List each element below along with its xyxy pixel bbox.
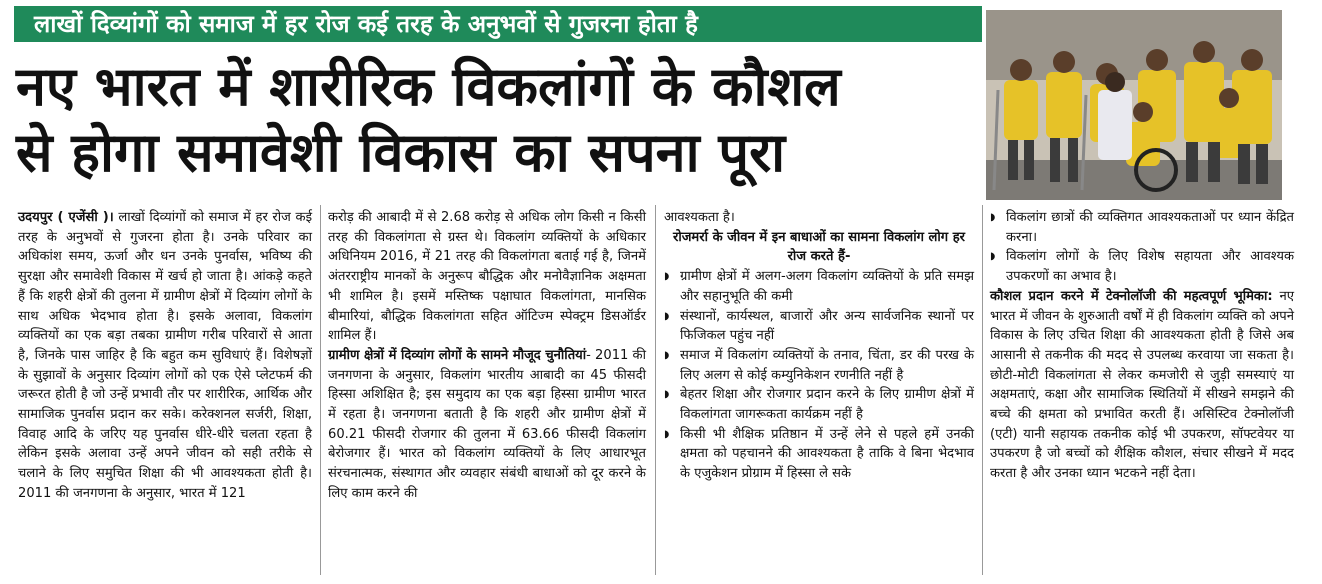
bullet-icon: ◗ <box>664 349 670 361</box>
article-column-2 <box>328 208 646 504</box>
column-divider <box>655 205 656 575</box>
column-1-body <box>18 208 312 504</box>
dateline: उदयपुर ( एजेंसी )। <box>18 210 114 225</box>
list-item: ◗ ग्रामीण क्षेत्रों में अलग-अलग विकलांग व्यक्तियों के प्रति समझ और सहानुभूति की कमी <box>664 267 974 306</box>
column-2-para-2-text: - 2011 की जनगणना के अनुसार, विकलांग भारतीय आबादी का 45 फीसदी हिस्सा अशिक्षित है; इस समुदाय का एक बड़ा हिस्सा ग्रामीण भारत में रहता है। जनगणना बताती है कि शहरी और ग्रामीण क्षेत्रों में 60.21 फीसदी रोजगार की तुलना में 63.66 फीसदी विकलांग बेरोजगार हैं। भारत को विकलांग व्यक्तियों के लिए आधारभूत संरचनात्मक, संस्थागत और व्यवहार संबंधी बाधाओं को दूर करने के लिए काम करने की <box>328 347 646 501</box>
list-item: ◗ विकलांग लोगों के लिए विशेष सहायता और आवश्यक उपकरणों का अभाव है। <box>990 247 1294 286</box>
news-photo <box>986 10 1282 200</box>
column-divider <box>982 205 983 575</box>
list-item: ◗ बेहतर शिक्षा और रोजगार प्रदान करने के लिए ग्रामीण क्षेत्रों में विकलांगता जागरूकता कार्यक्रम नहीं है <box>664 385 974 424</box>
column-divider <box>320 205 321 575</box>
headline-line-2: से होगा समावेशी विकास का सपना पूरा <box>16 121 786 184</box>
bullet-icon: ◗ <box>664 428 670 440</box>
article-column-3 <box>664 208 974 484</box>
bullet-icon: ◗ <box>664 271 670 283</box>
column-1-text: लाखों दिव्यांगों को समाज में हर रोज कई तरह के अनुभवों से गुजरना होता है। उनके परिवार का अधिकांश समय, ऊर्जा और धन उनके पुनर्वास, भविष्य की सुरक्षा और समावेशी विकास में खर्च हो जाता है। आंकड़े कहते हैं कि शहरी क्षेत्रों की तुलना में ग्रामीण क्षेत्रों में दिव्यांग लोगों के साथ अधिक भेदभाव होता है। इसके अलावा, विकलांग व्यक्तियों का एक बड़ा तबका ग्रामीण गरीब परिवारों से आता है, जिनके पास जाहिर है कि बहुत कम सुविधाएं हैं। विशेषज्ञों के सुझावों के अनुसार दिव्यांग लोगों को एक ऐसे प्लेटफर्म की जरूरत होती है जो उन्हें प्रभावी तौर पर शारीरिक, आर्थिक और सामाजिक पुनर्वास प्रदान कर सके। करेक्शनल सर्जरी, शिक्षा, विवाह आदि के जरिए यह पुनर्वास धीरे-धीरे चलता रहता है लेकिन इसके अलावा उन्हें अपने जीवन को सही तरीके से चलाने के लिए समुचित शिक्षा की भी आवश्यकता होती है। 2011 की जनगणना के अनुसार, भारत में 121 <box>18 210 312 501</box>
list-item: ◗ समाज में विकलांग व्यक्तियों के तनाव, चिंता, डर की परख के लिए अलग से कोई कम्युनिकेशन रणनीति नहीं है <box>664 346 974 385</box>
subheading-rural-challenges: ग्रामीण क्षेत्रों में दिव्यांग लोगों के सामने मौजूद चुनौतियां <box>328 347 587 363</box>
kicker-banner: लाखों दिव्यांगों को समाज में हर रोज कई तरह के अनुभवों से गुजरना होता है <box>14 6 982 42</box>
column-2-para-2 <box>328 346 646 504</box>
bullet-icon: ◗ <box>990 251 996 263</box>
group-photo-illustration <box>986 10 1282 200</box>
list-item: ◗ संस्थानों, कार्यस्थल, बाजारों और अन्य सार्वजनिक स्थानों पर फिजिकल पहुंच नहीं <box>664 307 974 346</box>
column-3-lead: आवश्यकता है। <box>664 210 735 225</box>
article-column-1 <box>18 208 312 504</box>
article-column-4 <box>990 208 1294 484</box>
column-4-body <box>990 287 1294 484</box>
bullet-icon: ◗ <box>990 212 996 223</box>
subheading-daily-barriers: रोजमर्रा के जीवन में इन बाधाओं का सामना विकलांग लोग हर रोज करते हैं- <box>672 229 966 265</box>
headline-line-1: नए भारत में शारीरिक विकलांगों के कौशल <box>16 55 841 118</box>
column-2-para-1: करोड़ की आबादी में से 2.68 करोड़ से अधिक लोग किसी न किसी तरह की विकलांगता से ग्रस्त थे। विकलांग व्यक्तियों के अधिकार अधिनियम 2016, में 21 तरह की विकलांगता बताई गई है, जिनमें अंतरराष्ट्रीय मानकों के अनुरूप बौद्धिक और मनोवैज्ञानिक अक्षमता भी शामिल है। इसमें मस्तिष्क पक्षाघात विकलांगता, मानसिक बीमारियां, बौद्धिक विकलांगता सहित ऑटिज्म स्पेक्ट्रम डिसऑर्डर शामिल हैं। <box>328 210 646 344</box>
headline <box>16 54 982 186</box>
bullet-icon: ◗ <box>664 389 670 401</box>
list-item: ◗ विकलांग छात्रों की व्यक्तिगत आवश्यकताओं पर ध्यान केंद्रित करना। <box>990 208 1294 247</box>
bullet-icon: ◗ <box>664 310 670 322</box>
list-item: ◗ किसी भी शैक्षिक प्रतिष्ठान में उन्हें लेने से पहले हमें उनकी क्षमता को पहचानने की आवश्यकता है ताकि वे बिना भेदभाव के एजुकेशन प्रोग्राम में हिस्सा ले सके <box>664 425 974 484</box>
subheading-technology-role: कौशल प्रदान करने में टेक्नोलॉजी की महत्वपूर्ण भूमिका: <box>990 288 1273 304</box>
column-4-text: नए भारत में जीवन के शुरुआती वर्षों में ही विकलांग व्यक्ति को अपने विकास के लिए उचित शिक्षा की आवश्यकता होती है जिसे अब आसानी से तकनीक की मदद से उपलब्ध करवाया जा सकता है। छोटी-मोटी विकलांगता से लेकर कमजोरी से जुड़ी समस्याएं या अक्षमताएं, कक्षा और सामाजिक स्थितियों में सीखने समझने की बच्चे की क्षमता को प्रभावित करती हैं। असिस्टिव टेक्नोलॉजी (एटी) यानी सहायक तकनीक कोई भी उपकरण, सॉफ्टवेयर या उपकरण है जो बच्चों को शैक्षिक कौशल, संचार सीखने में मदद करता है और उनका ध्यान भटकने नहीं देता। <box>990 288 1295 482</box>
